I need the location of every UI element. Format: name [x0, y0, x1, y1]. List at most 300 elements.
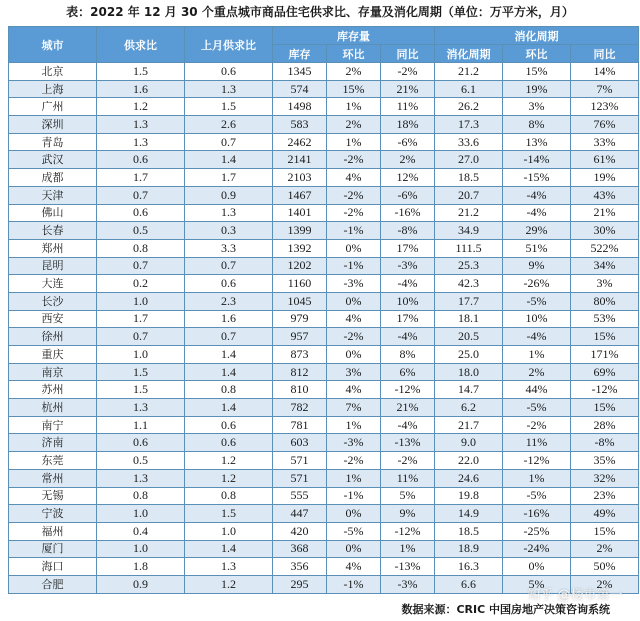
cell-prev-ratio: 1.0 — [185, 522, 273, 540]
cell-supply-demand-ratio: 0.5 — [97, 222, 185, 240]
cell-cycle-mom: -5% — [503, 399, 571, 417]
cell-inventory: 1392 — [273, 239, 327, 257]
cell-cycle: 17.7 — [435, 292, 503, 310]
cell-supply-demand-ratio: 1.0 — [97, 505, 185, 523]
cell-supply-demand-ratio: 1.5 — [97, 381, 185, 399]
cell-inventory: 583 — [273, 116, 327, 134]
cell-cycle-yoy: 33% — [571, 133, 639, 151]
cell-inventory: 2462 — [273, 133, 327, 151]
table-row — [9, 133, 639, 151]
table-row — [9, 116, 639, 134]
cell-cycle: 25.0 — [435, 346, 503, 364]
cell-cycle-mom: 44% — [503, 381, 571, 399]
cell-inventory-mom: -1% — [327, 222, 381, 240]
cell-inventory: 1045 — [273, 292, 327, 310]
cell-supply-demand-ratio: 0.7 — [97, 257, 185, 275]
cell-inventory-yoy: -13% — [381, 558, 435, 576]
cell-city: 广州 — [9, 98, 97, 116]
cell-inventory-mom: 0% — [327, 346, 381, 364]
cell-inventory: 368 — [273, 540, 327, 558]
cell-inventory-mom: 0% — [327, 505, 381, 523]
header-inventory-yoy: 同比 — [381, 45, 435, 63]
cell-cycle: 19.8 — [435, 487, 503, 505]
cell-supply-demand-ratio: 0.6 — [97, 434, 185, 452]
table-row — [9, 469, 639, 487]
cell-cycle-yoy: 30% — [571, 222, 639, 240]
cell-inventory-mom: -2% — [327, 186, 381, 204]
cell-prev-ratio: 1.4 — [185, 399, 273, 417]
data-source-note: 数据来源：CRIC 中国房地产决策咨询系统 — [401, 603, 610, 616]
cell-inventory-yoy: -12% — [381, 381, 435, 399]
cell-inventory-yoy: 6% — [381, 363, 435, 381]
cell-supply-demand-ratio: 1.0 — [97, 540, 185, 558]
cell-inventory-yoy: -2% — [381, 452, 435, 470]
cell-supply-demand-ratio: 1.0 — [97, 346, 185, 364]
cell-supply-demand-ratio: 0.5 — [97, 452, 185, 470]
cell-inventory: 781 — [273, 416, 327, 434]
cell-cycle-yoy: 3% — [571, 275, 639, 293]
cell-inventory-mom: 0% — [327, 540, 381, 558]
cell-cycle-mom: 8% — [503, 116, 571, 134]
cell-city: 重庆 — [9, 346, 97, 364]
cell-inventory: 957 — [273, 328, 327, 346]
table-row — [9, 151, 639, 169]
cell-inventory: 1160 — [273, 275, 327, 293]
cell-cycle-mom: -5% — [503, 292, 571, 310]
cell-cycle: 26.2 — [435, 98, 503, 116]
cell-inventory-mom: 1% — [327, 98, 381, 116]
header-cycle-group: 消化周期 — [435, 27, 639, 45]
cell-supply-demand-ratio: 1.8 — [97, 558, 185, 576]
cell-prev-ratio: 1.5 — [185, 505, 273, 523]
cell-inventory: 1202 — [273, 257, 327, 275]
cell-cycle-mom: -2% — [503, 416, 571, 434]
cell-cycle-mom: 51% — [503, 239, 571, 257]
cell-cycle: 20.5 — [435, 328, 503, 346]
cell-inventory: 1401 — [273, 204, 327, 222]
cell-inventory-mom: 4% — [327, 310, 381, 328]
cell-city: 宁波 — [9, 505, 97, 523]
cell-inventory-mom: -1% — [327, 257, 381, 275]
cell-cycle-yoy: 61% — [571, 151, 639, 169]
header-city: 城市 — [9, 27, 97, 63]
cell-supply-demand-ratio: 0.7 — [97, 186, 185, 204]
cell-prev-ratio: 0.8 — [185, 381, 273, 399]
cell-inventory-mom: -5% — [327, 522, 381, 540]
cell-cycle: 6.2 — [435, 399, 503, 417]
cell-cycle-yoy: 69% — [571, 363, 639, 381]
cell-prev-ratio: 1.3 — [185, 558, 273, 576]
cell-city: 苏州 — [9, 381, 97, 399]
cell-inventory-yoy: -12% — [381, 522, 435, 540]
header-inventory-group: 库存量 — [273, 27, 435, 45]
cell-cycle: 14.9 — [435, 505, 503, 523]
cell-cycle-mom: -4% — [503, 186, 571, 204]
cell-inventory-yoy: 8% — [381, 346, 435, 364]
table-row — [9, 381, 639, 399]
cell-inventory-mom: 4% — [327, 381, 381, 399]
cell-inventory-yoy: -6% — [381, 133, 435, 151]
cell-prev-ratio: 1.4 — [185, 363, 273, 381]
cell-city: 厦门 — [9, 540, 97, 558]
cell-inventory-yoy: 11% — [381, 98, 435, 116]
cell-cycle-mom: -5% — [503, 487, 571, 505]
cell-city: 天津 — [9, 186, 97, 204]
cell-prev-ratio: 1.4 — [185, 540, 273, 558]
cell-supply-demand-ratio: 1.7 — [97, 310, 185, 328]
cell-inventory-mom: 1% — [327, 469, 381, 487]
cell-inventory: 574 — [273, 80, 327, 98]
cell-city: 北京 — [9, 63, 97, 81]
cell-inventory: 1467 — [273, 186, 327, 204]
cell-cycle-yoy: 19% — [571, 169, 639, 187]
cell-city: 上海 — [9, 80, 97, 98]
cell-cycle: 18.1 — [435, 310, 503, 328]
cell-city: 福州 — [9, 522, 97, 540]
cell-inventory: 1498 — [273, 98, 327, 116]
cell-inventory-yoy: -4% — [381, 275, 435, 293]
cell-inventory-mom: 1% — [327, 133, 381, 151]
cell-city: 长沙 — [9, 292, 97, 310]
cell-cycle: 42.3 — [435, 275, 503, 293]
cell-inventory-mom: 4% — [327, 169, 381, 187]
cell-inventory: 447 — [273, 505, 327, 523]
cell-prev-ratio: 0.9 — [185, 186, 273, 204]
cell-cycle-mom: 10% — [503, 310, 571, 328]
cell-supply-demand-ratio: 1.5 — [97, 363, 185, 381]
cell-cycle-mom: -12% — [503, 452, 571, 470]
table-row — [9, 522, 639, 540]
cell-cycle-yoy: 522% — [571, 239, 639, 257]
cell-cycle: 25.3 — [435, 257, 503, 275]
cell-cycle: 18.9 — [435, 540, 503, 558]
cell-prev-ratio: 0.3 — [185, 222, 273, 240]
cell-cycle-yoy: -8% — [571, 434, 639, 452]
cell-cycle: 111.5 — [435, 239, 503, 257]
cell-cycle-yoy: 76% — [571, 116, 639, 134]
cell-inventory-yoy: -2% — [381, 63, 435, 81]
cell-cycle-mom: -26% — [503, 275, 571, 293]
cell-cycle-yoy: 34% — [571, 257, 639, 275]
header-cycle-yoy: 同比 — [571, 45, 639, 63]
table-row — [9, 346, 639, 364]
cell-inventory: 603 — [273, 434, 327, 452]
cell-city: 深圳 — [9, 116, 97, 134]
table-body — [9, 63, 639, 594]
cell-cycle: 21.7 — [435, 416, 503, 434]
table-row — [9, 310, 639, 328]
cell-inventory-yoy: -3% — [381, 257, 435, 275]
cell-supply-demand-ratio: 1.5 — [97, 63, 185, 81]
cell-cycle: 21.2 — [435, 63, 503, 81]
cell-cycle-mom: 1% — [503, 469, 571, 487]
table-row — [9, 416, 639, 434]
cell-city: 东莞 — [9, 452, 97, 470]
cell-prev-ratio: 1.5 — [185, 98, 273, 116]
table-row — [9, 222, 639, 240]
cell-prev-ratio: 3.3 — [185, 239, 273, 257]
cell-cycle-yoy: 23% — [571, 487, 639, 505]
cell-city: 长春 — [9, 222, 97, 240]
cell-supply-demand-ratio: 0.8 — [97, 239, 185, 257]
cell-cycle-mom: -14% — [503, 151, 571, 169]
cell-inventory: 295 — [273, 575, 327, 593]
cell-cycle-yoy: 80% — [571, 292, 639, 310]
cell-city: 南京 — [9, 363, 97, 381]
cell-inventory-mom: 2% — [327, 63, 381, 81]
cell-supply-demand-ratio: 1.1 — [97, 416, 185, 434]
cell-cycle-mom: -4% — [503, 328, 571, 346]
cell-inventory-yoy: 1% — [381, 540, 435, 558]
cell-cycle-yoy: 49% — [571, 505, 639, 523]
cell-inventory-yoy: -4% — [381, 416, 435, 434]
cell-cycle-mom: -24% — [503, 540, 571, 558]
table-row — [9, 169, 639, 187]
cell-supply-demand-ratio: 1.3 — [97, 469, 185, 487]
header-inventory: 库存 — [273, 45, 327, 63]
cell-cycle-mom: 11% — [503, 434, 571, 452]
cell-cycle: 9.0 — [435, 434, 503, 452]
table-row — [9, 434, 639, 452]
cell-inventory-yoy: -13% — [381, 434, 435, 452]
cell-cycle-mom: -25% — [503, 522, 571, 540]
cell-inventory: 782 — [273, 399, 327, 417]
cell-inventory: 2141 — [273, 151, 327, 169]
cell-prev-ratio: 1.3 — [185, 80, 273, 98]
cell-prev-ratio: 1.6 — [185, 310, 273, 328]
cell-city: 常州 — [9, 469, 97, 487]
table-row — [9, 328, 639, 346]
cell-cycle-yoy: 15% — [571, 399, 639, 417]
cell-cycle-mom: 5% — [503, 575, 571, 593]
header-prev-ratio: 上月供求比 — [185, 27, 273, 63]
table-row — [9, 399, 639, 417]
cell-inventory-yoy: 11% — [381, 469, 435, 487]
cell-inventory-mom: -2% — [327, 204, 381, 222]
table-row — [9, 363, 639, 381]
cell-cycle-yoy: 171% — [571, 346, 639, 364]
cell-inventory-yoy: 21% — [381, 80, 435, 98]
table-row — [9, 257, 639, 275]
table-row — [9, 239, 639, 257]
cell-inventory-mom: 7% — [327, 399, 381, 417]
cell-cycle-yoy: 35% — [571, 452, 639, 470]
cell-inventory-mom: 0% — [327, 292, 381, 310]
cell-inventory-yoy: -3% — [381, 575, 435, 593]
cell-supply-demand-ratio: 1.7 — [97, 169, 185, 187]
cell-inventory-yoy: 21% — [381, 399, 435, 417]
cell-inventory: 571 — [273, 452, 327, 470]
cell-cycle-yoy: 53% — [571, 310, 639, 328]
cell-cycle-yoy: -12% — [571, 381, 639, 399]
cell-prev-ratio: 2.6 — [185, 116, 273, 134]
cell-cycle-mom: 29% — [503, 222, 571, 240]
cell-cycle: 6.1 — [435, 80, 503, 98]
cell-supply-demand-ratio: 0.6 — [97, 151, 185, 169]
cell-inventory: 571 — [273, 469, 327, 487]
cell-city: 合肥 — [9, 575, 97, 593]
cell-city: 南宁 — [9, 416, 97, 434]
cell-city: 大连 — [9, 275, 97, 293]
cell-inventory-mom: 0% — [327, 239, 381, 257]
cell-cycle-mom: 1% — [503, 346, 571, 364]
cell-inventory: 1345 — [273, 63, 327, 81]
table-row — [9, 80, 639, 98]
cell-inventory-yoy: 18% — [381, 116, 435, 134]
cell-prev-ratio: 1.4 — [185, 151, 273, 169]
table-row — [9, 452, 639, 470]
table-title: 表：2022 年 12 月 30 个重点城市商品住宅供求比、存量及消化周期（单位：万平方米，月） — [66, 5, 574, 19]
table-row — [9, 558, 639, 576]
cell-cycle: 17.3 — [435, 116, 503, 134]
cell-cycle-yoy: 15% — [571, 328, 639, 346]
cell-cycle-yoy: 14% — [571, 63, 639, 81]
table-row — [9, 186, 639, 204]
cell-supply-demand-ratio: 1.6 — [97, 80, 185, 98]
cell-inventory: 810 — [273, 381, 327, 399]
cell-cycle-yoy: 123% — [571, 98, 639, 116]
table-row — [9, 540, 639, 558]
cell-supply-demand-ratio: 0.6 — [97, 204, 185, 222]
cell-inventory: 356 — [273, 558, 327, 576]
cell-cycle: 21.2 — [435, 204, 503, 222]
cell-cycle-yoy: 43% — [571, 186, 639, 204]
table-row — [9, 292, 639, 310]
cell-inventory: 555 — [273, 487, 327, 505]
table-row — [9, 63, 639, 81]
cell-supply-demand-ratio: 1.3 — [97, 116, 185, 134]
cell-cycle-mom: 0% — [503, 558, 571, 576]
cell-inventory-mom: -1% — [327, 487, 381, 505]
cell-city: 郑州 — [9, 239, 97, 257]
cell-prev-ratio: 1.3 — [185, 204, 273, 222]
cell-inventory-yoy: -6% — [381, 186, 435, 204]
cell-city: 成都 — [9, 169, 97, 187]
cell-inventory: 420 — [273, 522, 327, 540]
cell-cycle: 14.7 — [435, 381, 503, 399]
header-cycle-mom: 环比 — [503, 45, 571, 63]
table-row — [9, 275, 639, 293]
cell-inventory-mom: -3% — [327, 434, 381, 452]
cell-inventory-yoy: 5% — [381, 487, 435, 505]
cell-prev-ratio: 0.7 — [185, 133, 273, 151]
cell-inventory-yoy: -8% — [381, 222, 435, 240]
cell-cycle: 16.3 — [435, 558, 503, 576]
cell-cycle: 22.0 — [435, 452, 503, 470]
cell-cycle: 20.7 — [435, 186, 503, 204]
city-housing-table — [8, 26, 639, 594]
cell-inventory-mom: -2% — [327, 151, 381, 169]
cell-cycle-yoy: 15% — [571, 522, 639, 540]
cell-supply-demand-ratio: 0.4 — [97, 522, 185, 540]
header-inventory-mom: 环比 — [327, 45, 381, 63]
cell-inventory-yoy: 10% — [381, 292, 435, 310]
cell-inventory-mom: 2% — [327, 116, 381, 134]
cell-cycle: 33.6 — [435, 133, 503, 151]
cell-cycle: 18.5 — [435, 522, 503, 540]
cell-cycle-yoy: 2% — [571, 575, 639, 593]
cell-city: 武汉 — [9, 151, 97, 169]
cell-city: 济南 — [9, 434, 97, 452]
cell-supply-demand-ratio: 1.3 — [97, 133, 185, 151]
cell-supply-demand-ratio: 1.2 — [97, 98, 185, 116]
cell-city: 昆明 — [9, 257, 97, 275]
cell-cycle-mom: 15% — [503, 63, 571, 81]
cell-supply-demand-ratio: 0.9 — [97, 575, 185, 593]
cell-prev-ratio: 0.6 — [185, 416, 273, 434]
cell-inventory-mom: 15% — [327, 80, 381, 98]
watermark: 知乎 @楼市第一 — [527, 588, 623, 603]
cell-cycle-mom: 3% — [503, 98, 571, 116]
cell-inventory: 1399 — [273, 222, 327, 240]
cell-prev-ratio: 0.6 — [185, 434, 273, 452]
cell-cycle: 24.6 — [435, 469, 503, 487]
cell-cycle-yoy: 2% — [571, 540, 639, 558]
cell-city: 徐州 — [9, 328, 97, 346]
cell-prev-ratio: 1.2 — [185, 575, 273, 593]
cell-cycle: 6.6 — [435, 575, 503, 593]
cell-prev-ratio: 0.8 — [185, 487, 273, 505]
cell-cycle-yoy: 21% — [571, 204, 639, 222]
cell-inventory: 812 — [273, 363, 327, 381]
cell-inventory-yoy: 17% — [381, 239, 435, 257]
cell-inventory-yoy: 12% — [381, 169, 435, 187]
cell-city: 杭州 — [9, 399, 97, 417]
cell-cycle: 34.9 — [435, 222, 503, 240]
cell-cycle-mom: -4% — [503, 204, 571, 222]
cell-cycle-mom: 13% — [503, 133, 571, 151]
cell-cycle-mom: 2% — [503, 363, 571, 381]
cell-cycle-mom: -15% — [503, 169, 571, 187]
cell-inventory-yoy: -4% — [381, 328, 435, 346]
cell-city: 无锡 — [9, 487, 97, 505]
cell-inventory-yoy: 17% — [381, 310, 435, 328]
header-ratio: 供求比 — [97, 27, 185, 63]
table-row — [9, 505, 639, 523]
cell-prev-ratio: 0.7 — [185, 328, 273, 346]
cell-inventory-yoy: 9% — [381, 505, 435, 523]
cell-supply-demand-ratio: 0.8 — [97, 487, 185, 505]
cell-supply-demand-ratio: 1.3 — [97, 399, 185, 417]
cell-inventory-mom: -2% — [327, 452, 381, 470]
cell-prev-ratio: 0.6 — [185, 63, 273, 81]
cell-inventory-yoy: 2% — [381, 151, 435, 169]
header-cycle: 消化周期 — [435, 45, 503, 63]
cell-inventory-mom: -2% — [327, 328, 381, 346]
cell-cycle: 18.5 — [435, 169, 503, 187]
cell-inventory: 2103 — [273, 169, 327, 187]
cell-city: 佛山 — [9, 204, 97, 222]
cell-prev-ratio: 1.2 — [185, 452, 273, 470]
cell-cycle-yoy: 7% — [571, 80, 639, 98]
table-row — [9, 487, 639, 505]
cell-cycle: 18.0 — [435, 363, 503, 381]
table-row — [9, 98, 639, 116]
cell-supply-demand-ratio: 0.2 — [97, 275, 185, 293]
cell-prev-ratio: 1.4 — [185, 346, 273, 364]
cell-city: 青岛 — [9, 133, 97, 151]
cell-cycle-mom: -16% — [503, 505, 571, 523]
cell-inventory: 979 — [273, 310, 327, 328]
table-header — [9, 27, 639, 63]
cell-prev-ratio: 1.2 — [185, 469, 273, 487]
cell-inventory-mom: -1% — [327, 575, 381, 593]
cell-supply-demand-ratio: 0.7 — [97, 328, 185, 346]
cell-inventory: 873 — [273, 346, 327, 364]
cell-inventory-mom: 1% — [327, 416, 381, 434]
cell-cycle-yoy: 50% — [571, 558, 639, 576]
cell-inventory-mom: 3% — [327, 363, 381, 381]
